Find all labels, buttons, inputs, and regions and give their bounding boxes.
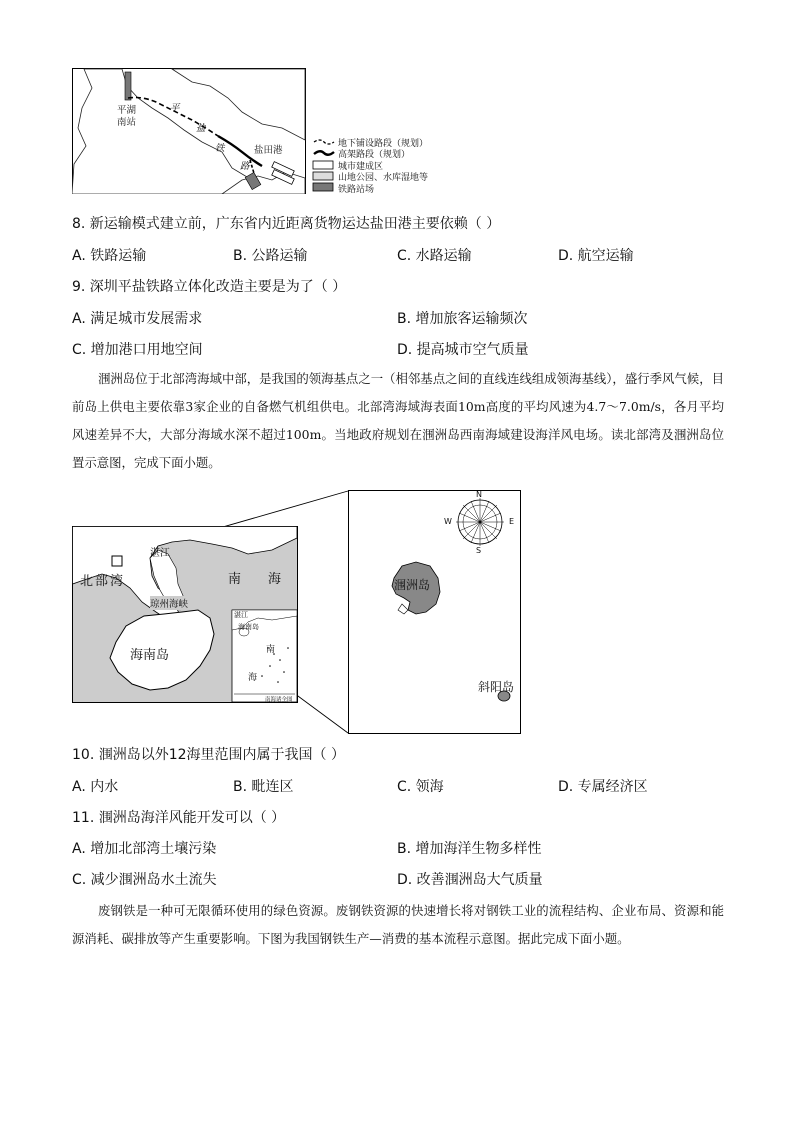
legend-symbols bbox=[312, 136, 336, 196]
q10-option-a[interactable]: A. 内水 bbox=[72, 779, 119, 795]
inset-label-hai: 海 bbox=[248, 673, 258, 683]
label-pinghu-station: 南站 bbox=[117, 117, 137, 128]
compass-east: E bbox=[509, 517, 515, 526]
q9-option-d[interactable]: D. 提高城市空气质量 bbox=[397, 342, 529, 358]
question-10: 10. 涠洲岛以外12海里范围内属于我国（ ） bbox=[72, 747, 345, 763]
q10-option-c[interactable]: C. 领海 bbox=[397, 779, 444, 795]
q9-option-a[interactable]: A. 满足城市发展需求 bbox=[72, 311, 203, 327]
passage-scrap-steel-text: 废钢铁是一种可无限循环使用的绿色资源。废钢铁资源的快速增长将对钢铁工业的流程结构、企业布局、资源和能源消耗、碳排放等产生重要影响。下图为我国钢铁生产—消费的基本流程示意图。据此完成下面小题。 bbox=[72, 903, 724, 946]
legend-item: 山地公园、水库湿地等 bbox=[338, 173, 429, 183]
label-ping: 平 bbox=[170, 103, 180, 114]
passage-scrap-steel bbox=[72, 897, 724, 953]
beibu-gulf-map-graphic bbox=[72, 488, 528, 736]
question-9: 9. 深圳平盐铁路立体化改造主要是为了（ ） bbox=[72, 279, 347, 295]
q8-option-b[interactable]: B. 公路运输 bbox=[233, 248, 308, 264]
passage-weizhou bbox=[72, 365, 724, 477]
label-yantian-port: 盐田港 bbox=[254, 145, 283, 156]
label-weizhou-island: 涠洲岛 bbox=[394, 578, 431, 592]
compass-south: S bbox=[476, 546, 482, 555]
q8-option-d[interactable]: D. 航空运输 bbox=[558, 248, 634, 264]
weizhou-locator-box bbox=[112, 556, 122, 566]
legend-item: 城市建成区 bbox=[338, 162, 384, 172]
compass-rose-icon bbox=[456, 498, 504, 546]
label-xieyang-island: 斜阳岛 bbox=[478, 680, 515, 694]
q11-option-b[interactable]: B. 增加海洋生物多样性 bbox=[397, 841, 542, 857]
q9-option-b[interactable]: B. 增加旅客运输频次 bbox=[397, 311, 528, 327]
label-hainan-island: 海南岛 bbox=[130, 648, 170, 663]
compass-west: W bbox=[444, 517, 452, 526]
legend-item: 高架路段（规划） bbox=[338, 150, 411, 160]
question-8: 8. 新运输模式建立前，广东省内近距离货物运达盐田港主要依赖（ ） bbox=[72, 216, 501, 232]
railway-map-legend bbox=[312, 136, 472, 196]
legend-item: 铁路站场 bbox=[338, 185, 375, 195]
railway-map-graphic bbox=[72, 68, 306, 194]
q10-option-d[interactable]: D. 专属经济区 bbox=[558, 779, 648, 795]
label-beibu-gulf: 北部湾 bbox=[80, 574, 126, 589]
q10-option-b[interactable]: B. 毗连区 bbox=[233, 779, 294, 795]
compass-north: N bbox=[476, 490, 482, 499]
passage-weizhou-text: 涠洲岛位于北部湾海域中部，是我国的领海基点之一（相邻基点之间的直线连线组成领海基线），盛行季风气候，目前岛上供电主要依靠3家企业的自备燃气机组供电。北部湾海域海表面10m高度的平均风速为4.7～7.0m/s，各月平均风速差异不大，大部分海域水深不超过100m。当地政府规划在涠洲岛西南海域建设海洋风电场。读北部湾及涠洲岛位置示意图，完成下面小题。 bbox=[72, 371, 724, 470]
inset-caption: 南海诸全图 bbox=[265, 697, 293, 703]
q11-option-d[interactable]: D. 改善涠洲岛大气质量 bbox=[397, 872, 543, 888]
q11-option-a[interactable]: A. 增加北部湾土壤污染 bbox=[72, 841, 217, 857]
inset-label-hainan: 海南岛 bbox=[238, 623, 259, 631]
label-qiongzhou-strait: 琼州海峡 bbox=[150, 596, 188, 610]
label-yan: 盐 bbox=[196, 123, 206, 134]
label-lu: 路 bbox=[240, 161, 250, 172]
q8-option-a[interactable]: A. 铁路运输 bbox=[72, 248, 147, 264]
question-11: 11. 涠洲岛海洋风能开发可以（ ） bbox=[72, 810, 286, 826]
beibu-gulf-map bbox=[72, 488, 528, 736]
q9-option-c[interactable]: C. 增加港口用地空间 bbox=[72, 342, 203, 358]
railway-map bbox=[72, 68, 306, 194]
label-tie: 铁 bbox=[215, 143, 225, 154]
inset-label-zhanjiang: 湛江 bbox=[234, 611, 248, 619]
legend-item: 地下铺设路段（规划） bbox=[338, 139, 429, 149]
label-nan: 南 bbox=[228, 572, 242, 587]
q11-option-c[interactable]: C. 减少涠洲岛水土流失 bbox=[72, 872, 217, 888]
label-pinghu: 平湖 bbox=[117, 105, 137, 116]
label-hai: 海 bbox=[268, 572, 282, 587]
q8-option-c[interactable]: C. 水路运输 bbox=[397, 248, 472, 264]
pinghu-station-block bbox=[125, 72, 131, 100]
inset-label-nan: 南 bbox=[266, 645, 276, 655]
label-zhanjiang: 湛江 bbox=[150, 548, 170, 559]
